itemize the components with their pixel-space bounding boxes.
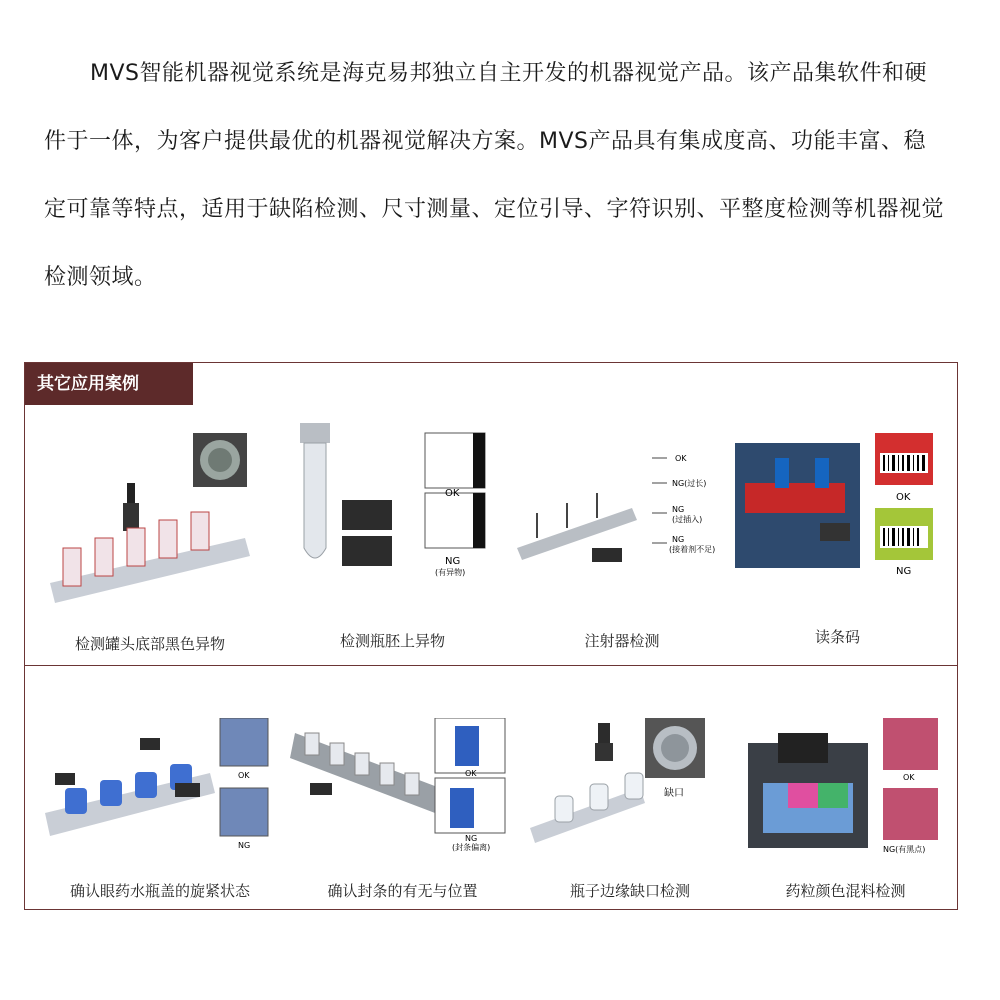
case-seal	[290, 718, 515, 908]
application-cases-panel	[24, 362, 958, 910]
case-caption: 读条码	[814, 628, 860, 646]
ok-label: OK	[465, 769, 477, 778]
case-syringe	[517, 438, 727, 658]
case-caption: 检测瓶胚上异物	[339, 632, 445, 650]
ng-note: (封条偏离)	[452, 843, 491, 852]
case-bottle-edge	[530, 718, 730, 908]
ok-label: OK	[896, 492, 911, 503]
syringe-inspection-illustration	[517, 438, 727, 598]
ng-insert-note: (过插入)	[672, 515, 703, 524]
seal-inspection-illustration	[290, 718, 515, 853]
case-preform	[280, 418, 505, 658]
ng-insert-label: NG	[672, 505, 685, 514]
case-caption: 药粒颜色混料检测	[785, 882, 906, 900]
eyedrop-cap-illustration	[45, 718, 275, 853]
pill-color-illustration	[743, 718, 948, 858]
case-can-bottom	[45, 428, 255, 658]
ng-label: NG(有黑点)	[883, 845, 926, 854]
ng-label: NG	[896, 566, 912, 577]
ok-label: OK	[445, 488, 460, 499]
defect-label: 缺口	[664, 788, 684, 799]
can-inspection-illustration	[45, 428, 255, 608]
preform-inspection-illustration	[280, 418, 505, 608]
case-caption: 确认封条的有无与位置	[327, 882, 478, 900]
section-title: 其它应用案例	[25, 363, 193, 405]
ng-note: (有异物)	[435, 568, 466, 577]
case-caption: 确认眼药水瓶盖的旋紧状态	[69, 882, 250, 900]
ng-label: NG	[445, 556, 461, 567]
row-divider	[25, 665, 957, 666]
ok-label: OK	[675, 454, 687, 463]
intro-paragraph: MVS智能机器视觉系统是海克易邦独立自主开发的机器视觉产品。该产品集软件和硬件于一体，为客户提供最优的机器视觉解决方案。MVS产品具有集成度高、功能丰富、稳定可靠等特点，适用于缺陷检测、尺寸测量、定位引导、字符识别、平整度检测等机器视觉检测领域。	[44, 61, 945, 290]
ng-glue-note: (接着剂不足)	[669, 545, 716, 554]
ng-glue-label: NG	[672, 535, 685, 544]
ng-long-label: NG(过长)	[672, 479, 707, 488]
ok-label: OK	[238, 771, 250, 780]
case-eyedrop-cap	[45, 718, 275, 908]
case-pill-color	[743, 718, 948, 908]
ok-label: OK	[903, 773, 915, 782]
barcode-inspection-illustration	[730, 428, 945, 588]
case-caption: 注射器检测	[584, 632, 660, 650]
case-caption: 瓶子边缘缺口检测	[569, 882, 690, 900]
ng-label: NG	[465, 834, 478, 843]
case-caption: 检测罐头底部黑色异物	[74, 635, 225, 653]
ng-label: NG	[238, 841, 251, 850]
case-barcode	[730, 428, 945, 658]
bottle-edge-illustration	[530, 718, 730, 853]
